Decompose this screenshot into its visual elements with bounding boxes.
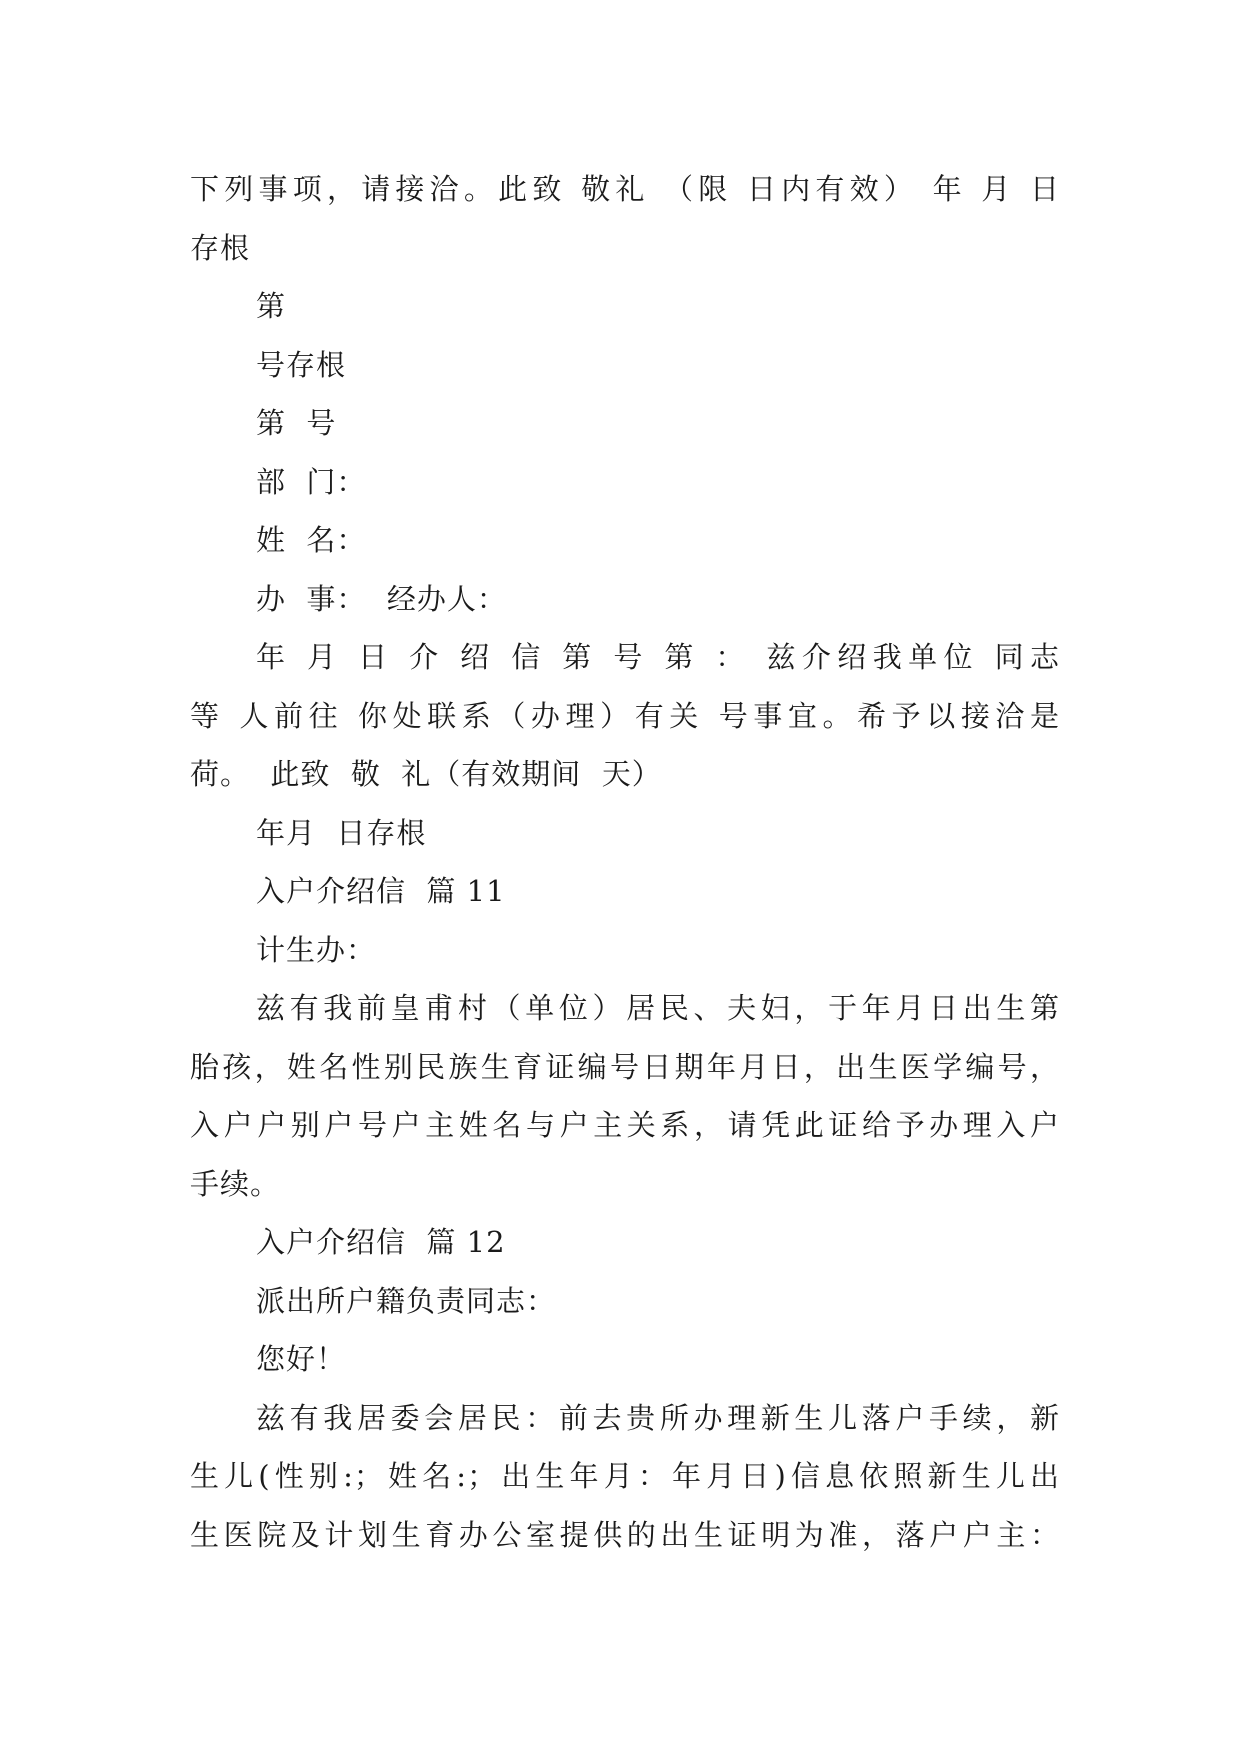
text-line: 第 号 — [256, 406, 337, 440]
text-line: 入户户别户号户主姓名与户主关系，请凭此证给予办理入户 — [190, 1108, 1060, 1142]
text-line: 荷。 此致 敬 礼（有效期间 天） — [190, 757, 662, 791]
text-line: 生儿(性别:；姓名:；出生年月：年月日)信息依照新生儿出 — [190, 1459, 1060, 1493]
text-line: 第 — [256, 289, 287, 323]
text-line: 兹有我前皇甫村（单位）居民、夫妇，于年月日出生第 — [256, 991, 1060, 1025]
text-line: 部 门： — [256, 464, 367, 499]
text-line: 存根 — [190, 230, 251, 265]
text-line: 号存根 — [256, 347, 347, 382]
text-line: 年月 日存根 — [256, 815, 427, 850]
text-line: 派出所户籍负责同志： — [256, 1283, 557, 1318]
document-body — [190, 160, 1060, 1564]
text-line: 等 人前往 你处联系（办理）有关 号事宜。希予以接洽是 — [190, 698, 1060, 733]
text-line: 办 事： 经办人： — [256, 581, 507, 616]
text-line: 姓 名： — [256, 523, 367, 557]
text-line: 下列事项，请接洽。此致 敬礼 （限 日内有效） 年 月 日 — [190, 172, 1060, 206]
section-heading: 入户介绍信 篇 12 — [256, 1225, 506, 1259]
section-heading: 入户介绍信 篇 11 — [256, 874, 506, 908]
text-line: 您好！ — [256, 1342, 347, 1376]
text-line: 手续。 — [190, 1166, 281, 1201]
text-line: 计生办： — [256, 932, 377, 967]
text-line: 生医院及计划生育办公室提供的出生证明为准，落户户主： — [190, 1517, 1060, 1552]
text-line: 兹有我居委会居民：前去贵所办理新生儿落户手续，新 — [256, 1400, 1060, 1435]
text-line: 年 月 日 介 绍 信 第 号 第 ： 兹介绍我单位 同志 — [256, 640, 1060, 674]
text-line: 胎孩，姓名性别民族生育证编号日期年月日，出生医学编号， — [190, 1049, 1060, 1084]
